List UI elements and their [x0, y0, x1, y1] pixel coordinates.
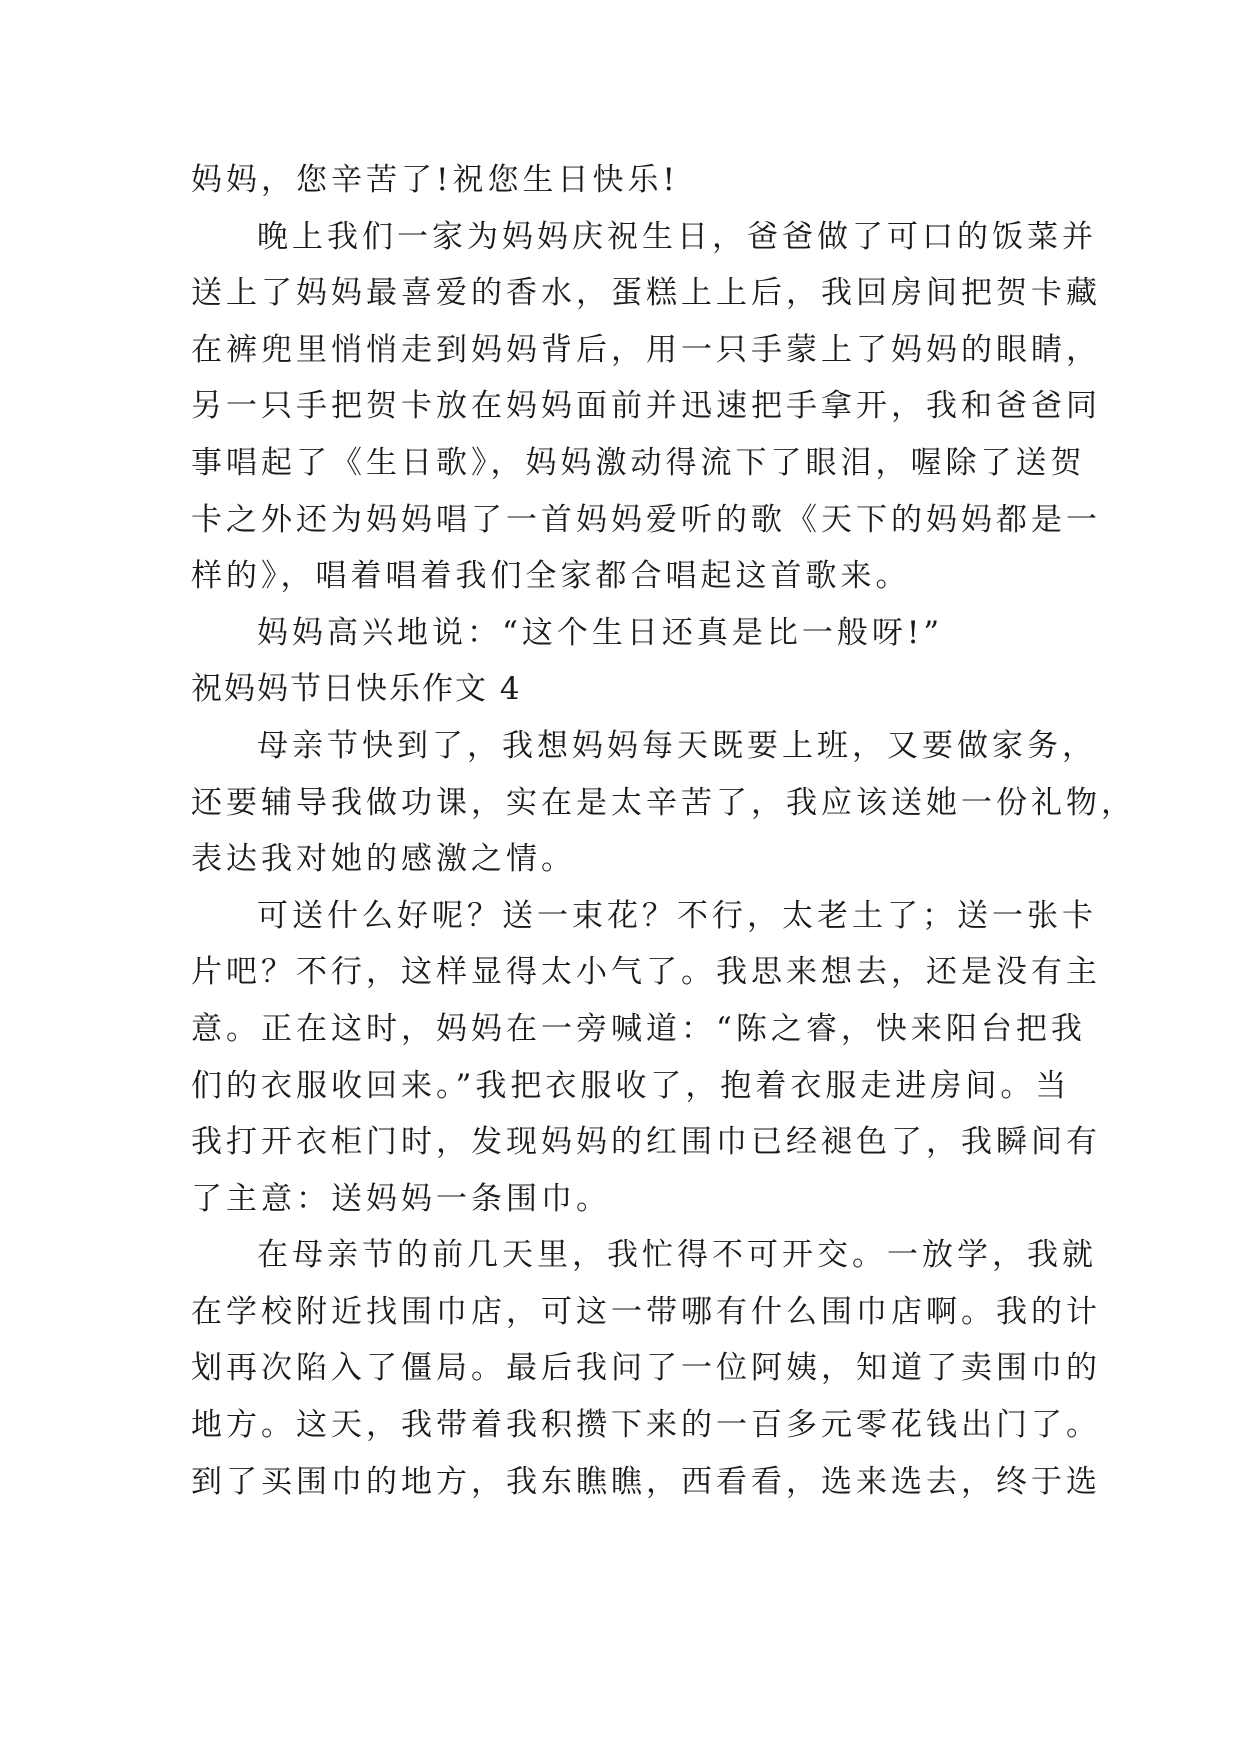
- text-line: 划再次陷入了僵局。最后我问了一位阿姨，知道了卖围巾的: [191, 1350, 1101, 1387]
- text-line: 妈妈高兴地说：“这个生日还真是比一般呀!”: [257, 614, 944, 651]
- text-line: 送上了妈妈最喜爱的香水，蛋糕上上后，我回房间把贺卡藏: [191, 275, 1101, 312]
- text-line: 在学校附近找围巾店，可这一带哪有什么围巾店啊。我的计: [191, 1293, 1101, 1330]
- text-line: 到了买围巾的地方，我东瞧瞧，西看看，选来选去，终于选: [191, 1463, 1101, 1500]
- text-line: 晚上我们一家为妈妈庆祝生日，爸爸做了可口的饭菜并: [257, 218, 1097, 255]
- text-line: 地方。这天，我带着我积攒下来的一百多元零花钱出门了。: [191, 1407, 1101, 1444]
- text-line: 了主意：送妈妈一条围巾。: [191, 1180, 611, 1217]
- document-body: [191, 152, 1136, 1510]
- text-line: 我打开衣柜门时，发现妈妈的红围巾已经褪色了，我瞬间有: [191, 1124, 1101, 1161]
- text-line: 母亲节快到了，我想妈妈每天既要上班，又要做家务，: [257, 727, 1097, 764]
- text-line: 卡之外还为妈妈唱了一首妈妈爱听的歌《天下的妈妈都是一: [191, 501, 1101, 538]
- text-line: 在母亲节的前几天里，我忙得不可开交。一放学，我就: [257, 1237, 1097, 1274]
- section-heading: 祝妈妈节日快乐作文 4: [191, 671, 522, 708]
- text-line: 妈妈，您辛苦了!祝您生日快乐!: [191, 162, 679, 198]
- text-line: 片吧？不行，这样显得太小气了。我思来想去，还是没有主: [191, 954, 1101, 991]
- text-line: 还要辅导我做功课，实在是太辛苦了，我应该送她一份礼物，: [191, 784, 1136, 821]
- text-line: 样的》，唱着唱着我们全家都合唱起这首歌来。: [191, 558, 911, 595]
- text-line: 另一只手把贺卡放在妈妈面前并迅速把手拿开，我和爸爸同: [191, 388, 1101, 425]
- text-line: 表达我对她的感激之情。: [191, 841, 576, 878]
- text-line: 意。正在这时，妈妈在一旁喊道：“陈之睿，快来阳台把我: [191, 1010, 1086, 1047]
- text-line: 可送什么好呢？送一束花？不行，太老土了；送一张卡: [257, 897, 1097, 934]
- text-line: 们的衣服收回来。”我把衣服收了，抱着衣服走进房间。当: [191, 1067, 1071, 1104]
- text-line: 事唱起了《生日歌》，妈妈激动得流下了眼泪，喔除了送贺: [191, 444, 1086, 481]
- text-line: 在裤兜里悄悄走到妈妈背后，用一只手蒙上了妈妈的眼睛，: [191, 331, 1101, 368]
